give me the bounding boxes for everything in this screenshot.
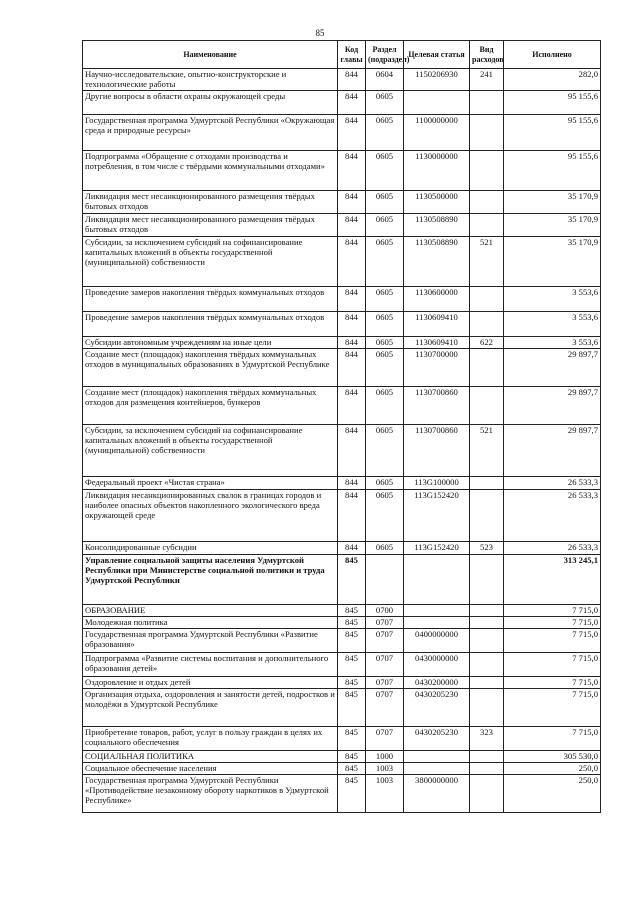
row-name-cell: Подпрограмма «Развитие системы воспитания и дополнительного образования детей»	[83, 653, 338, 677]
table-row	[83, 115, 601, 151]
row-executed-cell: 3 553,6	[504, 287, 601, 312]
row-target-cell	[404, 91, 470, 115]
row-code-cell: 845	[338, 727, 366, 751]
row-name-cell: Организация отдыха, оздоровления и занятости детей, подростков и молодёжи в Удмуртской Республике	[83, 689, 338, 727]
table-row	[83, 214, 601, 237]
row-executed-cell: 35 170,9	[504, 214, 601, 237]
row-kind-cell	[470, 349, 504, 387]
row-kind-cell: 323	[470, 727, 504, 751]
row-section-cell: 0605	[366, 490, 404, 542]
row-code-cell: 845	[338, 653, 366, 677]
row-code-cell: 844	[338, 349, 366, 387]
row-target-cell: 1100000000	[404, 115, 470, 151]
row-executed-cell: 29 897,7	[504, 425, 601, 477]
row-section-cell: 0605	[366, 542, 404, 555]
row-section-cell: 0707	[366, 629, 404, 653]
row-section-cell: 0707	[366, 617, 404, 629]
row-target-cell: 1130508890	[404, 237, 470, 287]
row-section-cell: 0605	[366, 191, 404, 214]
row-name-cell: Другие вопросы в области охраны окружающей среды	[83, 91, 338, 115]
row-code-cell: 844	[338, 237, 366, 287]
row-executed-cell: 26 533,3	[504, 490, 601, 542]
row-section-cell: 0707	[366, 689, 404, 727]
row-executed-cell: 7 715,0	[504, 629, 601, 653]
row-target-cell: 113G152420	[404, 490, 470, 542]
table-row	[83, 727, 601, 751]
row-name-cell: Подпрограмма «Обращение с отходами производства и потребления, в том числе с твёрдыми коммунальными отходами»	[83, 151, 338, 191]
row-executed-cell: 250,0	[504, 763, 601, 775]
row-kind-cell	[470, 490, 504, 542]
row-executed-cell: 35 170,9	[504, 237, 601, 287]
row-name-cell: Проведение замеров накопления твёрдых коммунальных отходов	[83, 312, 338, 337]
row-kind-cell	[470, 91, 504, 115]
table-row	[83, 349, 601, 387]
table-row	[83, 605, 601, 617]
row-code-cell: 845	[338, 629, 366, 653]
table-row	[83, 677, 601, 689]
row-executed-cell: 7 715,0	[504, 689, 601, 727]
row-target-cell: 1130609410	[404, 337, 470, 349]
row-section-cell: 0605	[366, 337, 404, 349]
row-name-cell: СОЦИАЛЬНАЯ ПОЛИТИКА	[83, 751, 338, 763]
row-kind-cell	[470, 617, 504, 629]
row-target-cell: 0430000000	[404, 653, 470, 677]
row-target-cell: 1130700000	[404, 349, 470, 387]
row-kind-cell	[470, 214, 504, 237]
row-executed-cell: 250,0	[504, 775, 601, 813]
row-target-cell: 0430200000	[404, 677, 470, 689]
table-row	[83, 542, 601, 555]
row-executed-cell: 95 155,6	[504, 151, 601, 191]
table-row	[83, 312, 601, 337]
row-name-cell: Субсидии автономным учреждениям на иные цели	[83, 337, 338, 349]
row-section-cell: 0700	[366, 605, 404, 617]
row-executed-cell: 26 533,3	[504, 477, 601, 490]
row-name-cell: ОБРАЗОВАНИЕ	[83, 605, 338, 617]
row-kind-cell	[470, 191, 504, 214]
table-row	[83, 337, 601, 349]
header-section: Раздел (подраздел)	[366, 41, 404, 69]
row-code-cell: 844	[338, 69, 366, 91]
table-row	[83, 490, 601, 542]
row-section-cell: 0605	[366, 477, 404, 490]
row-executed-cell: 7 715,0	[504, 653, 601, 677]
row-target-cell: 113G152420	[404, 542, 470, 555]
row-name-cell: Государственная программа Удмуртской Республики «Окружающая среда и природные ресурсы»	[83, 115, 338, 151]
row-code-cell: 845	[338, 555, 366, 605]
row-executed-cell: 313 245,1	[504, 555, 601, 605]
row-kind-cell	[470, 287, 504, 312]
header-name: Наименование	[83, 41, 338, 69]
table-body	[83, 69, 601, 813]
table-row	[83, 91, 601, 115]
row-target-cell: 0430205230	[404, 689, 470, 727]
row-section-cell: 0604	[366, 69, 404, 91]
row-target-cell	[404, 617, 470, 629]
row-code-cell: 844	[338, 115, 366, 151]
row-code-cell: 844	[338, 214, 366, 237]
row-section-cell: 0605	[366, 115, 404, 151]
row-executed-cell: 3 553,6	[504, 337, 601, 349]
row-name-cell: Социальное обеспечение населения	[83, 763, 338, 775]
row-section-cell: 0707	[366, 677, 404, 689]
row-name-cell: Ликвидация мест несанкционированного размещения твёрдых бытовых отходов	[83, 214, 338, 237]
row-section-cell: 0605	[366, 214, 404, 237]
row-executed-cell: 95 155,6	[504, 91, 601, 115]
row-name-cell: Создание мест (площадок) накопления твёрдых коммунальных отходов для размещения контейнеров, бункеров	[83, 387, 338, 425]
row-kind-cell: 241	[470, 69, 504, 91]
row-code-cell: 845	[338, 775, 366, 813]
row-executed-cell: 29 897,7	[504, 387, 601, 425]
row-executed-cell: 95 155,6	[504, 115, 601, 151]
row-code-cell: 845	[338, 763, 366, 775]
row-kind-cell: 521	[470, 425, 504, 477]
row-code-cell: 845	[338, 677, 366, 689]
table-row	[83, 477, 601, 490]
row-name-cell: Ликвидация несанкционированных свалок в границах городов и наиболее опасных объектов накопленного экологического вреда окружающей среде	[83, 490, 338, 542]
row-code-cell: 844	[338, 490, 366, 542]
row-name-cell: Субсидии, за исключением субсидий на софинансирование капитальных вложений в объекты государственной (муниципальной) собственности	[83, 237, 338, 287]
row-section-cell: 0605	[366, 287, 404, 312]
row-name-cell: Приобретение товаров, работ, услуг в пользу граждан в целях их социального обеспечения	[83, 727, 338, 751]
row-code-cell: 844	[338, 387, 366, 425]
table-row	[83, 387, 601, 425]
row-code-cell: 845	[338, 605, 366, 617]
row-kind-cell	[470, 312, 504, 337]
row-name-cell: Управление социальной защиты населения Удмуртской Республики при Министерстве социальной политики и труда Удмуртской Республики	[83, 555, 338, 605]
row-kind-cell	[470, 477, 504, 490]
row-name-cell: Научно-исследовательские, опытно-конструкторские и технологические работы	[83, 69, 338, 91]
row-section-cell: 0707	[366, 653, 404, 677]
row-code-cell: 844	[338, 312, 366, 337]
row-target-cell: 113G100000	[404, 477, 470, 490]
table-row	[83, 629, 601, 653]
row-code-cell: 844	[338, 287, 366, 312]
row-target-cell: 1130508890	[404, 214, 470, 237]
row-kind-cell	[470, 555, 504, 605]
row-name-cell: Молодежная политика	[83, 617, 338, 629]
header-code: Код главы	[338, 41, 366, 69]
row-section-cell: 0707	[366, 727, 404, 751]
row-kind-cell	[470, 763, 504, 775]
row-section-cell: 1003	[366, 775, 404, 813]
row-code-cell: 844	[338, 151, 366, 191]
row-section-cell: 0605	[366, 237, 404, 287]
row-kind-cell	[470, 387, 504, 425]
row-target-cell: 1130000000	[404, 151, 470, 191]
row-kind-cell	[470, 775, 504, 813]
row-executed-cell: 305 530,0	[504, 751, 601, 763]
row-target-cell: 1130600000	[404, 287, 470, 312]
row-kind-cell	[470, 677, 504, 689]
table-row	[83, 287, 601, 312]
row-target-cell: 1150206930	[404, 69, 470, 91]
row-name-cell: Государственная программа Удмуртской Республики «Развитие образования»	[83, 629, 338, 653]
row-target-cell: 1130700860	[404, 387, 470, 425]
row-executed-cell: 7 715,0	[504, 677, 601, 689]
row-target-cell: 1130609410	[404, 312, 470, 337]
row-executed-cell: 3 553,6	[504, 312, 601, 337]
table-row	[83, 775, 601, 813]
row-name-cell: Создание мест (площадок) накопления твёрдых коммунальных отходов в муниципальных образованиях в Удмуртской Республике	[83, 349, 338, 387]
row-code-cell: 845	[338, 617, 366, 629]
table-row	[83, 425, 601, 477]
budget-execution-table	[82, 40, 601, 813]
table-row	[83, 653, 601, 677]
row-code-cell: 844	[338, 337, 366, 349]
row-section-cell: 0605	[366, 312, 404, 337]
row-executed-cell: 282,0	[504, 69, 601, 91]
page-number: 85	[315, 28, 325, 38]
header-kind: Вид расходов	[470, 41, 504, 69]
table-row	[83, 237, 601, 287]
row-kind-cell	[470, 689, 504, 727]
row-target-cell: 1130500000	[404, 191, 470, 214]
row-target-cell: 0400000000	[404, 629, 470, 653]
row-name-cell: Ликвидация мест несанкционированного размещения твёрдых бытовых отходов	[83, 191, 338, 214]
row-name-cell: Федеральный проект «Чистая страна»	[83, 477, 338, 490]
table-row	[83, 617, 601, 629]
table-row	[83, 763, 601, 775]
row-name-cell: Оздоровление и отдых детей	[83, 677, 338, 689]
row-kind-cell	[470, 751, 504, 763]
row-code-cell: 845	[338, 751, 366, 763]
table-row	[83, 751, 601, 763]
row-target-cell	[404, 751, 470, 763]
row-code-cell: 844	[338, 477, 366, 490]
row-target-cell: 1130700860	[404, 425, 470, 477]
row-target-cell: 0430205230	[404, 727, 470, 751]
row-name-cell: Субсидии, за исключением субсидий на софинансирование капитальных вложений в объекты государственной (муниципальной) собственности	[83, 425, 338, 477]
row-code-cell: 844	[338, 425, 366, 477]
row-kind-cell: 622	[470, 337, 504, 349]
row-kind-cell	[470, 151, 504, 191]
header-target: Целевая статья	[404, 41, 470, 69]
row-code-cell: 844	[338, 91, 366, 115]
row-section-cell: 0605	[366, 91, 404, 115]
row-executed-cell: 7 715,0	[504, 617, 601, 629]
row-section-cell: 0605	[366, 349, 404, 387]
row-name-cell: Государственная программа Удмуртской Республики «Противодействие незаконному обороту наркотиков в Удмуртской Республике»	[83, 775, 338, 813]
row-section-cell: 0605	[366, 151, 404, 191]
row-section-cell: 1000	[366, 751, 404, 763]
row-kind-cell: 521	[470, 237, 504, 287]
row-section-cell: 0605	[366, 425, 404, 477]
table-header-row	[83, 41, 601, 69]
row-executed-cell: 35 170,9	[504, 191, 601, 214]
row-name-cell: Консолидированные субсидии	[83, 542, 338, 555]
row-kind-cell: 523	[470, 542, 504, 555]
table-row	[83, 69, 601, 91]
row-code-cell: 845	[338, 689, 366, 727]
table-row	[83, 151, 601, 191]
row-kind-cell	[470, 605, 504, 617]
row-executed-cell: 26 533,3	[504, 542, 601, 555]
header-executed: Исполнено	[504, 41, 601, 69]
table-row	[83, 689, 601, 727]
row-executed-cell: 29 897,7	[504, 349, 601, 387]
row-executed-cell: 7 715,0	[504, 605, 601, 617]
row-section-cell: 0605	[366, 387, 404, 425]
row-executed-cell: 7 715,0	[504, 727, 601, 751]
row-target-cell	[404, 555, 470, 605]
row-code-cell: 844	[338, 542, 366, 555]
row-target-cell	[404, 763, 470, 775]
row-kind-cell	[470, 115, 504, 151]
row-name-cell: Проведение замеров накопления твёрдых коммунальных отходов	[83, 287, 338, 312]
row-code-cell: 844	[338, 191, 366, 214]
row-target-cell	[404, 605, 470, 617]
row-kind-cell	[470, 629, 504, 653]
row-kind-cell	[470, 653, 504, 677]
row-section-cell	[366, 555, 404, 605]
table-row	[83, 191, 601, 214]
row-target-cell: 3800000000	[404, 775, 470, 813]
table-row	[83, 555, 601, 605]
row-section-cell: 1003	[366, 763, 404, 775]
